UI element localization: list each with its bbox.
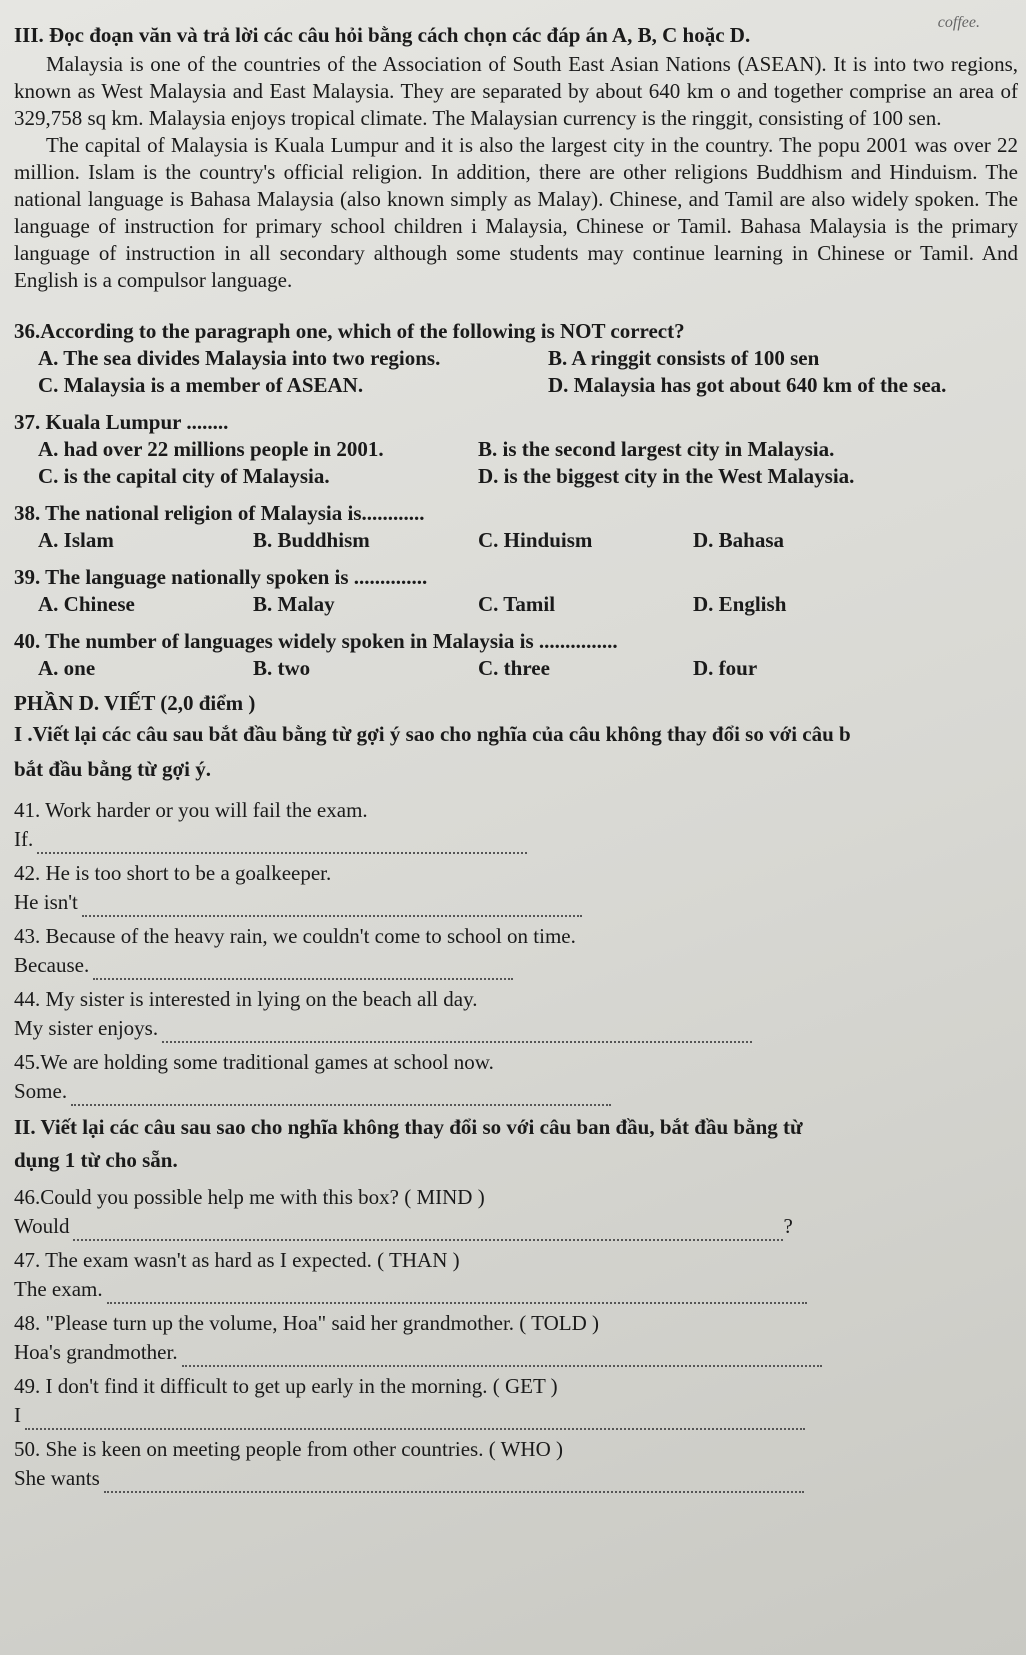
answer-41-line[interactable] [14, 824, 1018, 854]
question-39-options [14, 591, 1018, 618]
option-40c: C. three [478, 656, 550, 680]
answer-42-lead: He isn't [14, 890, 78, 914]
question-41: 41. Work harder or you will fail the exam. [14, 798, 368, 822]
answer-45-lead: Some. [14, 1079, 68, 1103]
passage-paragraph-2: The capital of Malaysia is Kuala Lumpur and it is also the largest city in the country. The popu 2001 was over 22 million. Islam is the country's official religion. In addition, there are other religions Buddhism and Hinduism. The national language is Bahasa Malaysia (also known simply as Malay). Chinese, and Tamil are also widely spoken. The language of instruction for primary school children i Malaysia, Chinese or Tamil. Bahasa Malaysia is the primary language of instruction in all secondary although some students may continue learning in Chinese or Tamil. And English is a compulsor language. [14, 133, 1018, 292]
answer-46-lead: Would [14, 1214, 70, 1238]
option-38a: A. Islam [38, 528, 114, 552]
question-45: 45.We are holding some traditional games at school now. [14, 1050, 494, 1074]
option-39b: B. Malay [253, 592, 335, 616]
question-43: 43. Because of the heavy rain, we couldn't come to school on time. [14, 924, 576, 948]
answer-45-blank[interactable] [71, 1084, 611, 1106]
answer-44-line[interactable] [14, 1013, 1018, 1043]
option-38c: C. Hinduism [478, 528, 593, 552]
option-37a: A. had over 22 millions people in 2001. [38, 437, 384, 461]
partD-sub1-line2: bắt đầu bằng từ gợi ý. [14, 757, 211, 781]
question-38: 38. The national religion of Malaysia is............ [14, 501, 425, 525]
answer-46-line[interactable] [14, 1211, 1018, 1241]
answer-41-lead: If. [14, 827, 34, 851]
question-36: 36.According to the paragraph one, which of the following is NOT correct? [14, 319, 685, 343]
option-37b: B. is the second largest city in Malaysia. [478, 437, 835, 461]
option-38b: B. Buddhism [253, 528, 370, 552]
corner-note: coffee. [937, 14, 980, 31]
partD-sub2-line1: II. Viết lại các câu sau sao cho nghĩa không thay đổi so với câu ban đầu, bắt đầu bằng từ [14, 1115, 803, 1139]
option-39d: D. English [693, 592, 787, 616]
partD-sub1-line1: I .Viết lại các câu sau bắt đầu bằng từ gợi ý sao cho nghĩa của câu không thay đổi so với câu b [14, 722, 851, 746]
question-39: 39. The language nationally spoken is .............. [14, 565, 428, 589]
question-40-options [14, 655, 1018, 682]
question-46: 46.Could you possible help me with this box? ( MIND ) [14, 1185, 485, 1209]
question-37: 37. Kuala Lumpur ........ [14, 410, 229, 434]
option-36c: C. Malaysia is a member of ASEAN. [38, 373, 364, 397]
question-42: 42. He is too short to be a goalkeeper. [14, 861, 332, 885]
answer-47-blank[interactable] [107, 1282, 807, 1304]
option-36d: D. Malaysia has got about 640 km of the sea. [548, 373, 947, 397]
answer-44-lead: My sister enjoys. [14, 1016, 159, 1040]
question-47: 47. The exam wasn't as hard as I expected. ( THAN ) [14, 1248, 460, 1272]
answer-49-blank[interactable] [25, 1408, 805, 1430]
answer-50-blank[interactable] [104, 1471, 804, 1493]
question-44: 44. My sister is interested in lying on the beach all day. [14, 987, 478, 1011]
answer-50-lead: She wants [14, 1466, 100, 1490]
answer-43-line[interactable] [14, 950, 1018, 980]
question-49: 49. I don't find it difficult to get up early in the morning. ( GET ) [14, 1374, 558, 1398]
partD-sub2-line2: dụng 1 từ cho sẵn. [14, 1148, 178, 1172]
answer-49-line[interactable] [14, 1400, 1018, 1430]
question-40: 40. The number of languages widely spoken in Malaysia is ............... [14, 629, 618, 653]
answer-49-lead: I [14, 1403, 21, 1427]
answer-42-blank[interactable] [82, 895, 582, 917]
question-37-options [14, 436, 1018, 490]
answer-47-line[interactable] [14, 1274, 1018, 1304]
option-36a: A. The sea divides Malaysia into two regions. [38, 346, 441, 370]
answer-43-blank[interactable] [93, 958, 513, 980]
answer-46-blank[interactable] [73, 1219, 783, 1241]
option-37c: C. is the capital city of Malaysia. [38, 464, 330, 488]
option-37d: D. is the biggest city in the West Malaysia. [478, 464, 855, 488]
passage-paragraph-1: Malaysia is one of the countries of the Association of South East Asian Nations (ASEAN). It is into two regions, known as West Malaysia and East Malaysia. They are separated by about 640 km o and together comprise an area of 329,758 sq km. Malaysia enjoys tropical climate. The Malaysian currency is the ringgit, consisting of 100 sen. [14, 52, 1018, 130]
option-40d: D. four [693, 656, 758, 680]
answer-41-blank[interactable] [37, 832, 527, 854]
answer-48-blank[interactable] [182, 1345, 822, 1367]
answer-45-line[interactable] [14, 1076, 1018, 1106]
answer-44-blank[interactable] [162, 1021, 752, 1043]
question-36-options [14, 345, 1018, 399]
answer-50-line[interactable] [14, 1463, 1018, 1493]
answer-48-line[interactable] [14, 1337, 1018, 1367]
partD-heading: PHẦN D. VIẾT (2,0 điểm ) [14, 691, 256, 715]
question-38-options [14, 527, 1018, 554]
option-40b: B. two [253, 656, 311, 680]
option-39a: A. Chinese [38, 592, 135, 616]
option-40a: A. one [38, 656, 96, 680]
answer-48-lead: Hoa's grandmother. [14, 1340, 178, 1364]
section3-heading: III. Đọc đoạn văn và trả lời các câu hỏi bằng cách chọn các đáp án A, B, C hoặc D. [14, 23, 751, 47]
answer-42-line[interactable] [14, 887, 1018, 917]
answer-47-lead: The exam. [14, 1277, 103, 1301]
option-36b: B. A ringgit consists of 100 sen [548, 346, 820, 370]
reading-passage [14, 51, 1018, 294]
answer-46-tail: ? [783, 1214, 793, 1238]
question-50: 50. She is keen on meeting people from other countries. ( WHO ) [14, 1437, 563, 1461]
answer-43-lead: Because. [14, 953, 90, 977]
question-48: 48. "Please turn up the volume, Hoa" said her grandmother. ( TOLD ) [14, 1311, 599, 1335]
option-39c: C. Tamil [478, 592, 556, 616]
option-38d: D. Bahasa [693, 528, 785, 552]
